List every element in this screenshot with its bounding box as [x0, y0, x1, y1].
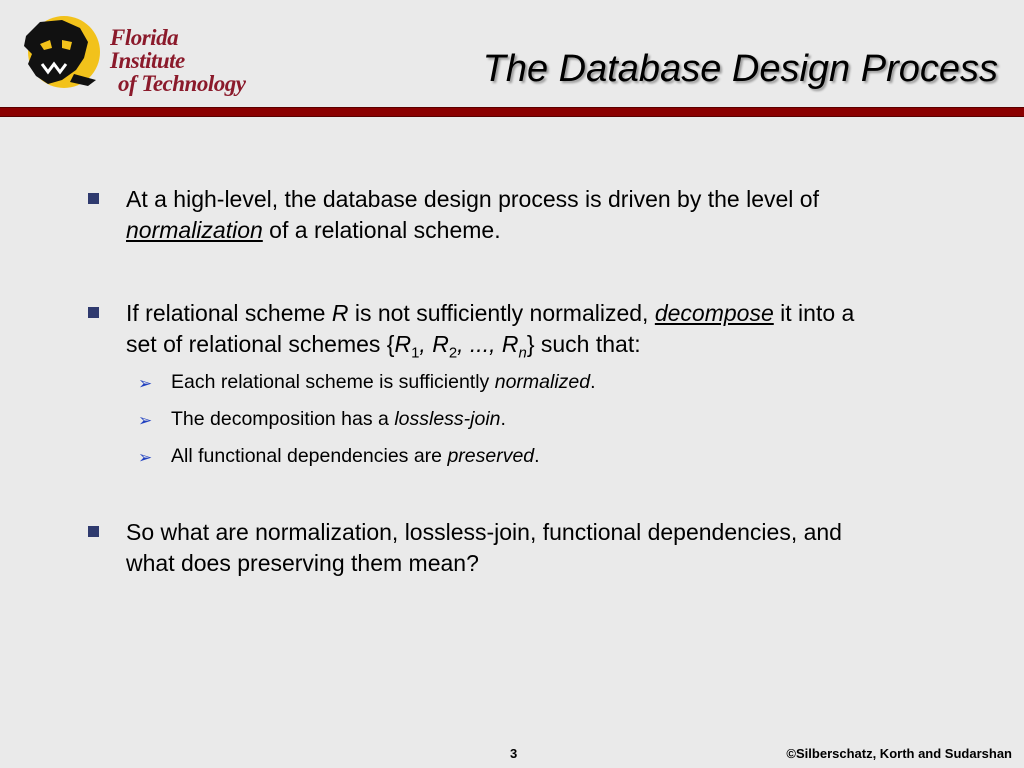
term-decompose: decompose — [654, 300, 774, 326]
term-preserved: preserved — [447, 445, 535, 467]
page-number: 3 — [510, 746, 518, 761]
bullet-1-line2: of a relational scheme. — [262, 217, 501, 243]
bullet-3 — [88, 517, 948, 579]
var-r2: R — [432, 331, 449, 357]
copyright-notice: ©Silberschatz, Korth and Sudarshan — [786, 746, 1012, 761]
square-bullet-icon — [88, 193, 99, 204]
sep-1: , — [419, 331, 433, 357]
sub-bullet-1 — [138, 369, 918, 395]
var-r1: R — [394, 331, 412, 357]
logo-line-2: of Technology — [118, 71, 246, 96]
var-r: R — [331, 300, 349, 326]
bullet-2 — [88, 298, 948, 369]
fit-logo — [18, 14, 258, 96]
bullet-2-mid: is not sufficiently normalized, — [348, 300, 655, 326]
sub-bullet-3-text — [171, 443, 918, 469]
panther-head-icon — [18, 14, 104, 90]
arrow-bullet-icon: ➢ — [138, 374, 153, 394]
subscript-1: 1 — [411, 344, 420, 362]
sub-bullet-3 — [138, 443, 918, 469]
sub-1-text: Each relational scheme is sufficiently — [171, 371, 495, 393]
bullet-2-text — [126, 298, 948, 369]
bullet-1-line1: At a high-level, the database design process is driven by the level of — [126, 186, 819, 212]
slide-title: The Database Design Process — [482, 48, 998, 90]
arrow-bullet-icon: ➢ — [138, 411, 153, 431]
logo-wordmark — [110, 26, 258, 95]
term-normalized: normalized — [494, 371, 591, 393]
sep-2: , ..., — [457, 331, 502, 357]
bullet-2-post: it into a — [773, 300, 855, 326]
sub-1-end: . — [590, 371, 596, 393]
bullet-2-line2-post: } such that: — [526, 331, 641, 357]
bullet-2-line2-pre: set of relational schemes { — [126, 331, 395, 357]
sub-bullet-2 — [138, 406, 918, 432]
sub-3-end: . — [534, 445, 540, 467]
bullet-3-line1: So what are normalization, lossless-join, functional dependencies, and — [126, 519, 842, 545]
sub-3-text: All functional dependencies are — [171, 445, 448, 467]
arrow-bullet-icon: ➢ — [138, 448, 153, 468]
bullet-1 — [88, 184, 948, 246]
title-divider-bar — [0, 107, 1024, 117]
bullet-3-line2: what does preserving them mean? — [126, 550, 479, 576]
sub-2-end: . — [500, 408, 506, 430]
bullet-2-pre: If relational scheme — [126, 300, 332, 326]
term-lossless-join: lossless-join — [394, 408, 501, 430]
square-bullet-icon — [88, 307, 99, 318]
sub-2-text: The decomposition has a — [171, 408, 395, 430]
subscript-2: 2 — [448, 344, 458, 362]
sub-bullet-2-text — [171, 406, 918, 432]
bullet-3-text — [126, 517, 948, 579]
subscript-n: n — [518, 344, 527, 362]
square-bullet-icon — [88, 526, 99, 537]
logo-line-1: Florida Institute — [110, 25, 185, 73]
bullet-1-text — [126, 184, 948, 246]
var-rn: R — [501, 331, 519, 357]
sub-bullet-1-text — [171, 369, 918, 395]
term-normalization: normalization — [126, 217, 263, 243]
